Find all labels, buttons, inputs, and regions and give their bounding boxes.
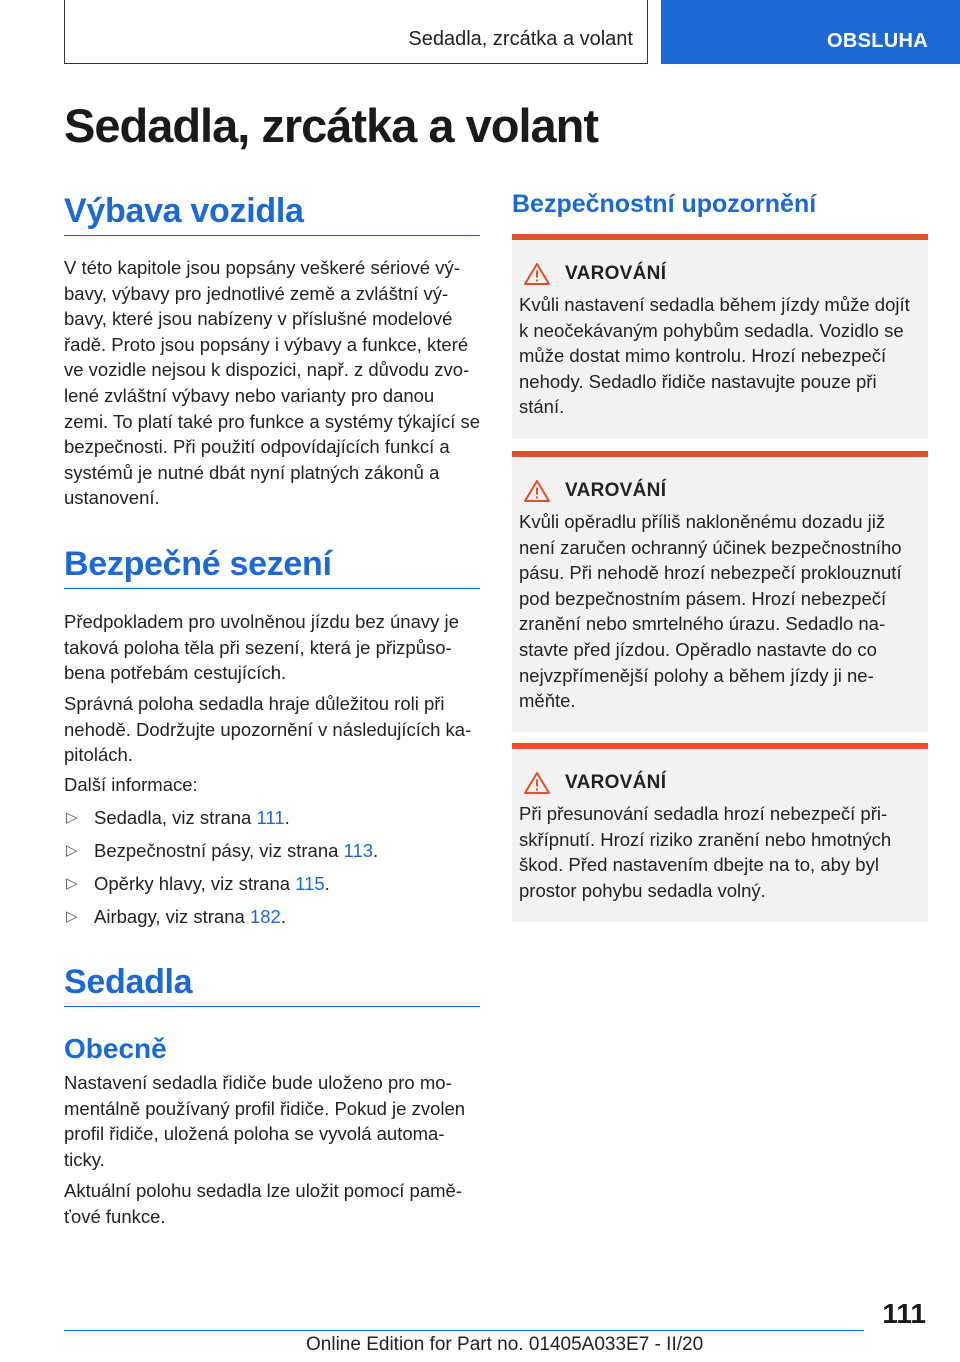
text-dalsi-informace: Další informace: — [64, 774, 198, 795]
page-number: 111 — [882, 1298, 926, 1329]
reference-list — [64, 801, 482, 933]
text-obecne-1: Nastavení sedadla řidiče bude uloženo pro mo-mentálně používaný profil řidiče. Pokud je zvolen profil řidiče, uložená poloha se vyvolá automa-ticky. — [64, 1072, 466, 1170]
list-item: ▷ Sedadla, viz strana 111. — [64, 801, 482, 834]
triangle-bullet-icon: ▷ — [66, 908, 78, 925]
subheading-obecne: Obecně — [64, 1033, 167, 1064]
text-vybava-vozidla: V této kapitole jsou popsány veškeré sériové vý-bavy, výbavy pro jednotlivé země a zvláštní vý-bavy, které jsou nabízeny v příslušné modelové řadě. Proto jsou popsány i výbavy a funkce, které ve vozidle nejsou k dispozici, např. z důvodu zvo-lené zvláštní výbavy nebo varianty pro danou zemi. To platí také pro funkce a systémy týkající se bezpečnosti. Při použití odpovídajících funkcí a systémů je nutné dbát nyní platných zákonů a ustanovení. — [64, 257, 481, 509]
header-tab-label: OBSLUHA — [827, 30, 928, 52]
list-item: ▷ Bezpečnostní pásy, viz strana 113. — [64, 834, 482, 867]
heading-bezpecnostni-upozorneni: Bezpečnostní upozornění — [512, 190, 817, 218]
page-link-111[interactable]: 111 — [256, 807, 285, 828]
footer-divider — [64, 1330, 864, 1331]
warning-triangle-icon — [523, 262, 551, 286]
warning-box-2 — [512, 451, 928, 732]
header-tab-obsluha[interactable] — [661, 0, 960, 64]
text-bezpecne-sezeni-1: Předpokladem pro uvolněnou jízdu bez únavy je taková poloha těla při sezení, která je přizpůso-bena potřebám cestujících. — [64, 611, 459, 684]
warning-triangle-icon — [523, 771, 551, 795]
heading-vybava-vozidla: Výbava vozidla — [64, 192, 480, 236]
warning-triangle-icon — [523, 479, 551, 503]
heading-bezpecne-sezeni: Bezpečné sezení — [64, 545, 480, 589]
text-obecne-2: Aktuální polohu sedadla lze uložit pomocí pamě-ťové funkce. — [64, 1180, 462, 1227]
footer-edition: Online Edition for Part no. 01405A033E7 - II/20 — [306, 1334, 704, 1355]
page-link-115[interactable]: 115 — [295, 873, 325, 894]
triangle-bullet-icon: ▷ — [66, 809, 78, 826]
warning-box-1 — [512, 234, 928, 439]
warning-label: VAROVÁNÍ — [565, 263, 667, 284]
warning-label: VAROVÁNÍ — [565, 480, 667, 501]
triangle-bullet-icon: ▷ — [66, 842, 78, 859]
list-item: ▷ Airbagy, viz strana 182. — [64, 900, 482, 933]
list-item: ▷ Opěrky hlavy, viz strana 115. — [64, 867, 482, 900]
text-bezpecne-sezeni-2: Správná poloha sedadla hraje důležitou roli při nehodě. Dodržujte upozornění v následujících ka-pitolách. — [64, 693, 472, 766]
warning-label: VAROVÁNÍ — [565, 772, 667, 793]
heading-sedadla: Sedadla — [64, 963, 480, 1007]
warning-text: Kvůli opěradlu příliš nakloněnému dozadu již není zaručen ochranný účinek bezpečnostního pásu. Při nehodě hrozí nebezpečí proklouznutí pod bezpečnostním pásem. Hrozí nebezpečí zranění nebo smrtelného úrazu. Sedadlo na-stavte před jízdou. Opěradlo nastavte do co nejvzpřímenější polohy a během jízdy ji ne-měňte. — [519, 511, 902, 712]
header-section-box — [64, 0, 648, 64]
triangle-bullet-icon: ▷ — [66, 875, 78, 892]
page-link-113[interactable]: 113 — [343, 840, 374, 861]
warning-text: Kvůli nastavení sedadla během jízdy může dojít k neočekávaným pohybům sedadla. Vozidlo se může dostat mimo kontrolu. Hrozí nebezpečí nehody. Sedadlo řidiče nastavujte pouze při stání. — [519, 294, 910, 418]
page-link-182[interactable]: 182 — [249, 906, 281, 927]
header-section-title: Sedadla, zrcátka a volant — [408, 28, 633, 50]
page-title: Sedadla, zrcátka a volant — [64, 99, 599, 152]
warning-text: Při přesunování sedadla hrozí nebezpečí při-skřípnutí. Hrozí riziko zranění nebo hmotných škod. Před nastavením dbejte na to, aby byl prostor pohybu sedadla volný. — [519, 803, 892, 901]
warning-box-3 — [512, 743, 928, 922]
